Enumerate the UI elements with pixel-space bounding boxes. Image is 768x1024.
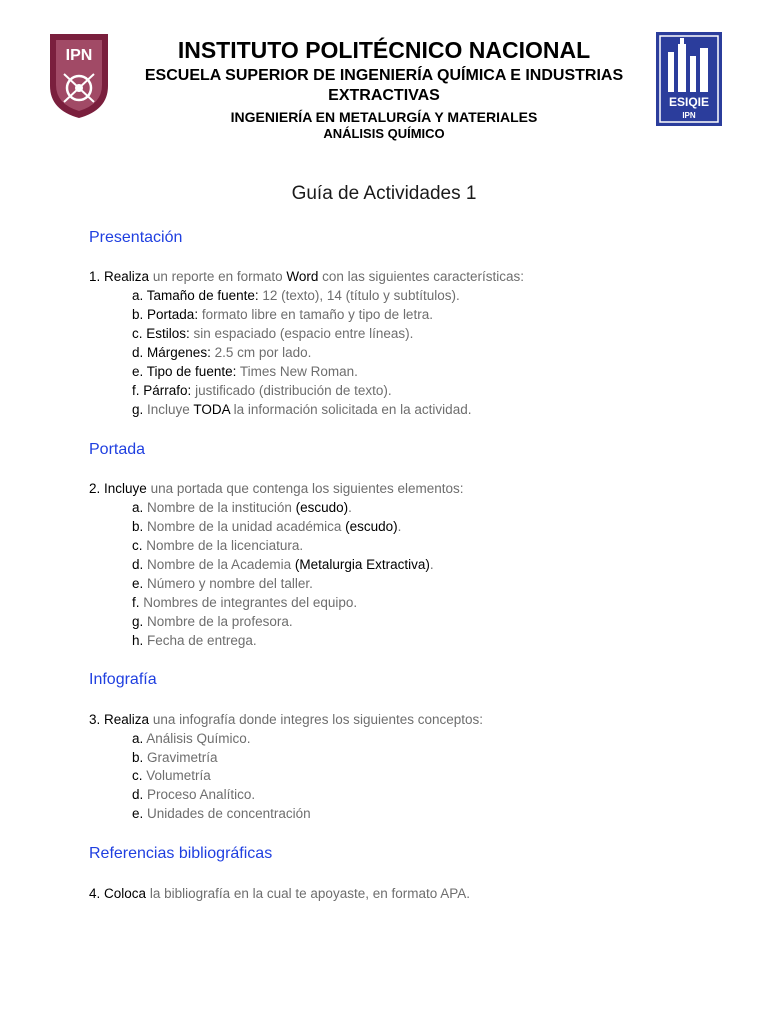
list-item: b. Gravimetría — [132, 750, 218, 765]
ipn-logo — [44, 30, 114, 120]
list-item: e. Número y nombre del taller. — [132, 576, 313, 591]
instruction-2: 2. Incluye una portada que contenga los siguientes elementos: — [89, 481, 464, 496]
list-item: g. Nombre de la profesora. — [132, 614, 293, 629]
list-item: d. Márgenes: 2.5 cm por lado. — [132, 345, 312, 360]
document-header — [120, 36, 648, 142]
svg-text:ESIQIE: ESIQIE — [668, 95, 710, 109]
list-item: f. Nombres de integrantes del equipo. — [132, 595, 358, 610]
list-item: a. Análisis Químico. — [132, 731, 251, 746]
institute-name: INSTITUTO POLITÉCNICO NACIONAL — [177, 37, 591, 63]
list-item: a. Tamaño de fuente: 12 (texto), 14 (título y subtítulos). — [132, 288, 460, 303]
career-name: INGENIERÍA EN METALURGÍA Y MATERIALES — [230, 109, 538, 125]
list-item: e. Tipo de fuente: Times New Roman. — [132, 364, 358, 379]
school-name-line1: ESCUELA SUPERIOR DE INGENIERÍA QUÍMICA E INDUSTRIAS — [144, 67, 624, 84]
list-item: h. Fecha de entrega. — [132, 633, 257, 648]
document-title: Guía de Actividades 1 — [291, 183, 477, 204]
esiqie-logo — [654, 30, 724, 128]
section-heading-referencias: Referencias bibliográficas — [89, 845, 273, 862]
list-item: c. Nombre de la licenciatura. — [132, 538, 304, 553]
instruction-3: 3. Realiza una infografía donde integres los siguientes conceptos: — [89, 712, 484, 727]
svg-text:IPN: IPN — [65, 47, 93, 64]
list-item: f. Párrafo: justificado (distribución de texto). — [132, 383, 392, 398]
list-item: d. Proceso Analítico. — [132, 787, 256, 802]
section-heading-portada: Portada — [89, 441, 146, 458]
instruction-1: 1. Realiza un reporte en formato Word con las siguientes características: — [89, 269, 524, 284]
list-item: c. Estilos: sin espaciado (espacio entre líneas). — [132, 326, 414, 341]
list-item: b. Nombre de la unidad académica (escudo). — [132, 519, 402, 534]
list-item: g. Incluye TODA la información solicitada en la actividad. — [132, 402, 472, 417]
svg-text:IPN: IPN — [682, 111, 696, 120]
list-item: a. Nombre de la institución (escudo). — [132, 500, 352, 515]
list-item: b. Portada: formato libre en tamaño y tipo de letra. — [132, 307, 433, 322]
section-heading-infografia: Infografía — [89, 671, 157, 688]
list-item: e. Unidades de concentración — [132, 806, 311, 821]
instruction-4: 4. Coloca la bibliografía en la cual te apoyaste, en formato APA. — [89, 886, 471, 901]
section-heading-presentacion: Presentación — [89, 229, 183, 246]
list-item: d. Nombre de la Academia (Metalurgia Extractiva). — [132, 557, 434, 572]
school-name-line2: EXTRACTIVAS — [328, 87, 440, 104]
subject-name: ANÁLISIS QUÍMICO — [323, 126, 445, 141]
list-item: c. Volumetría — [132, 768, 211, 783]
